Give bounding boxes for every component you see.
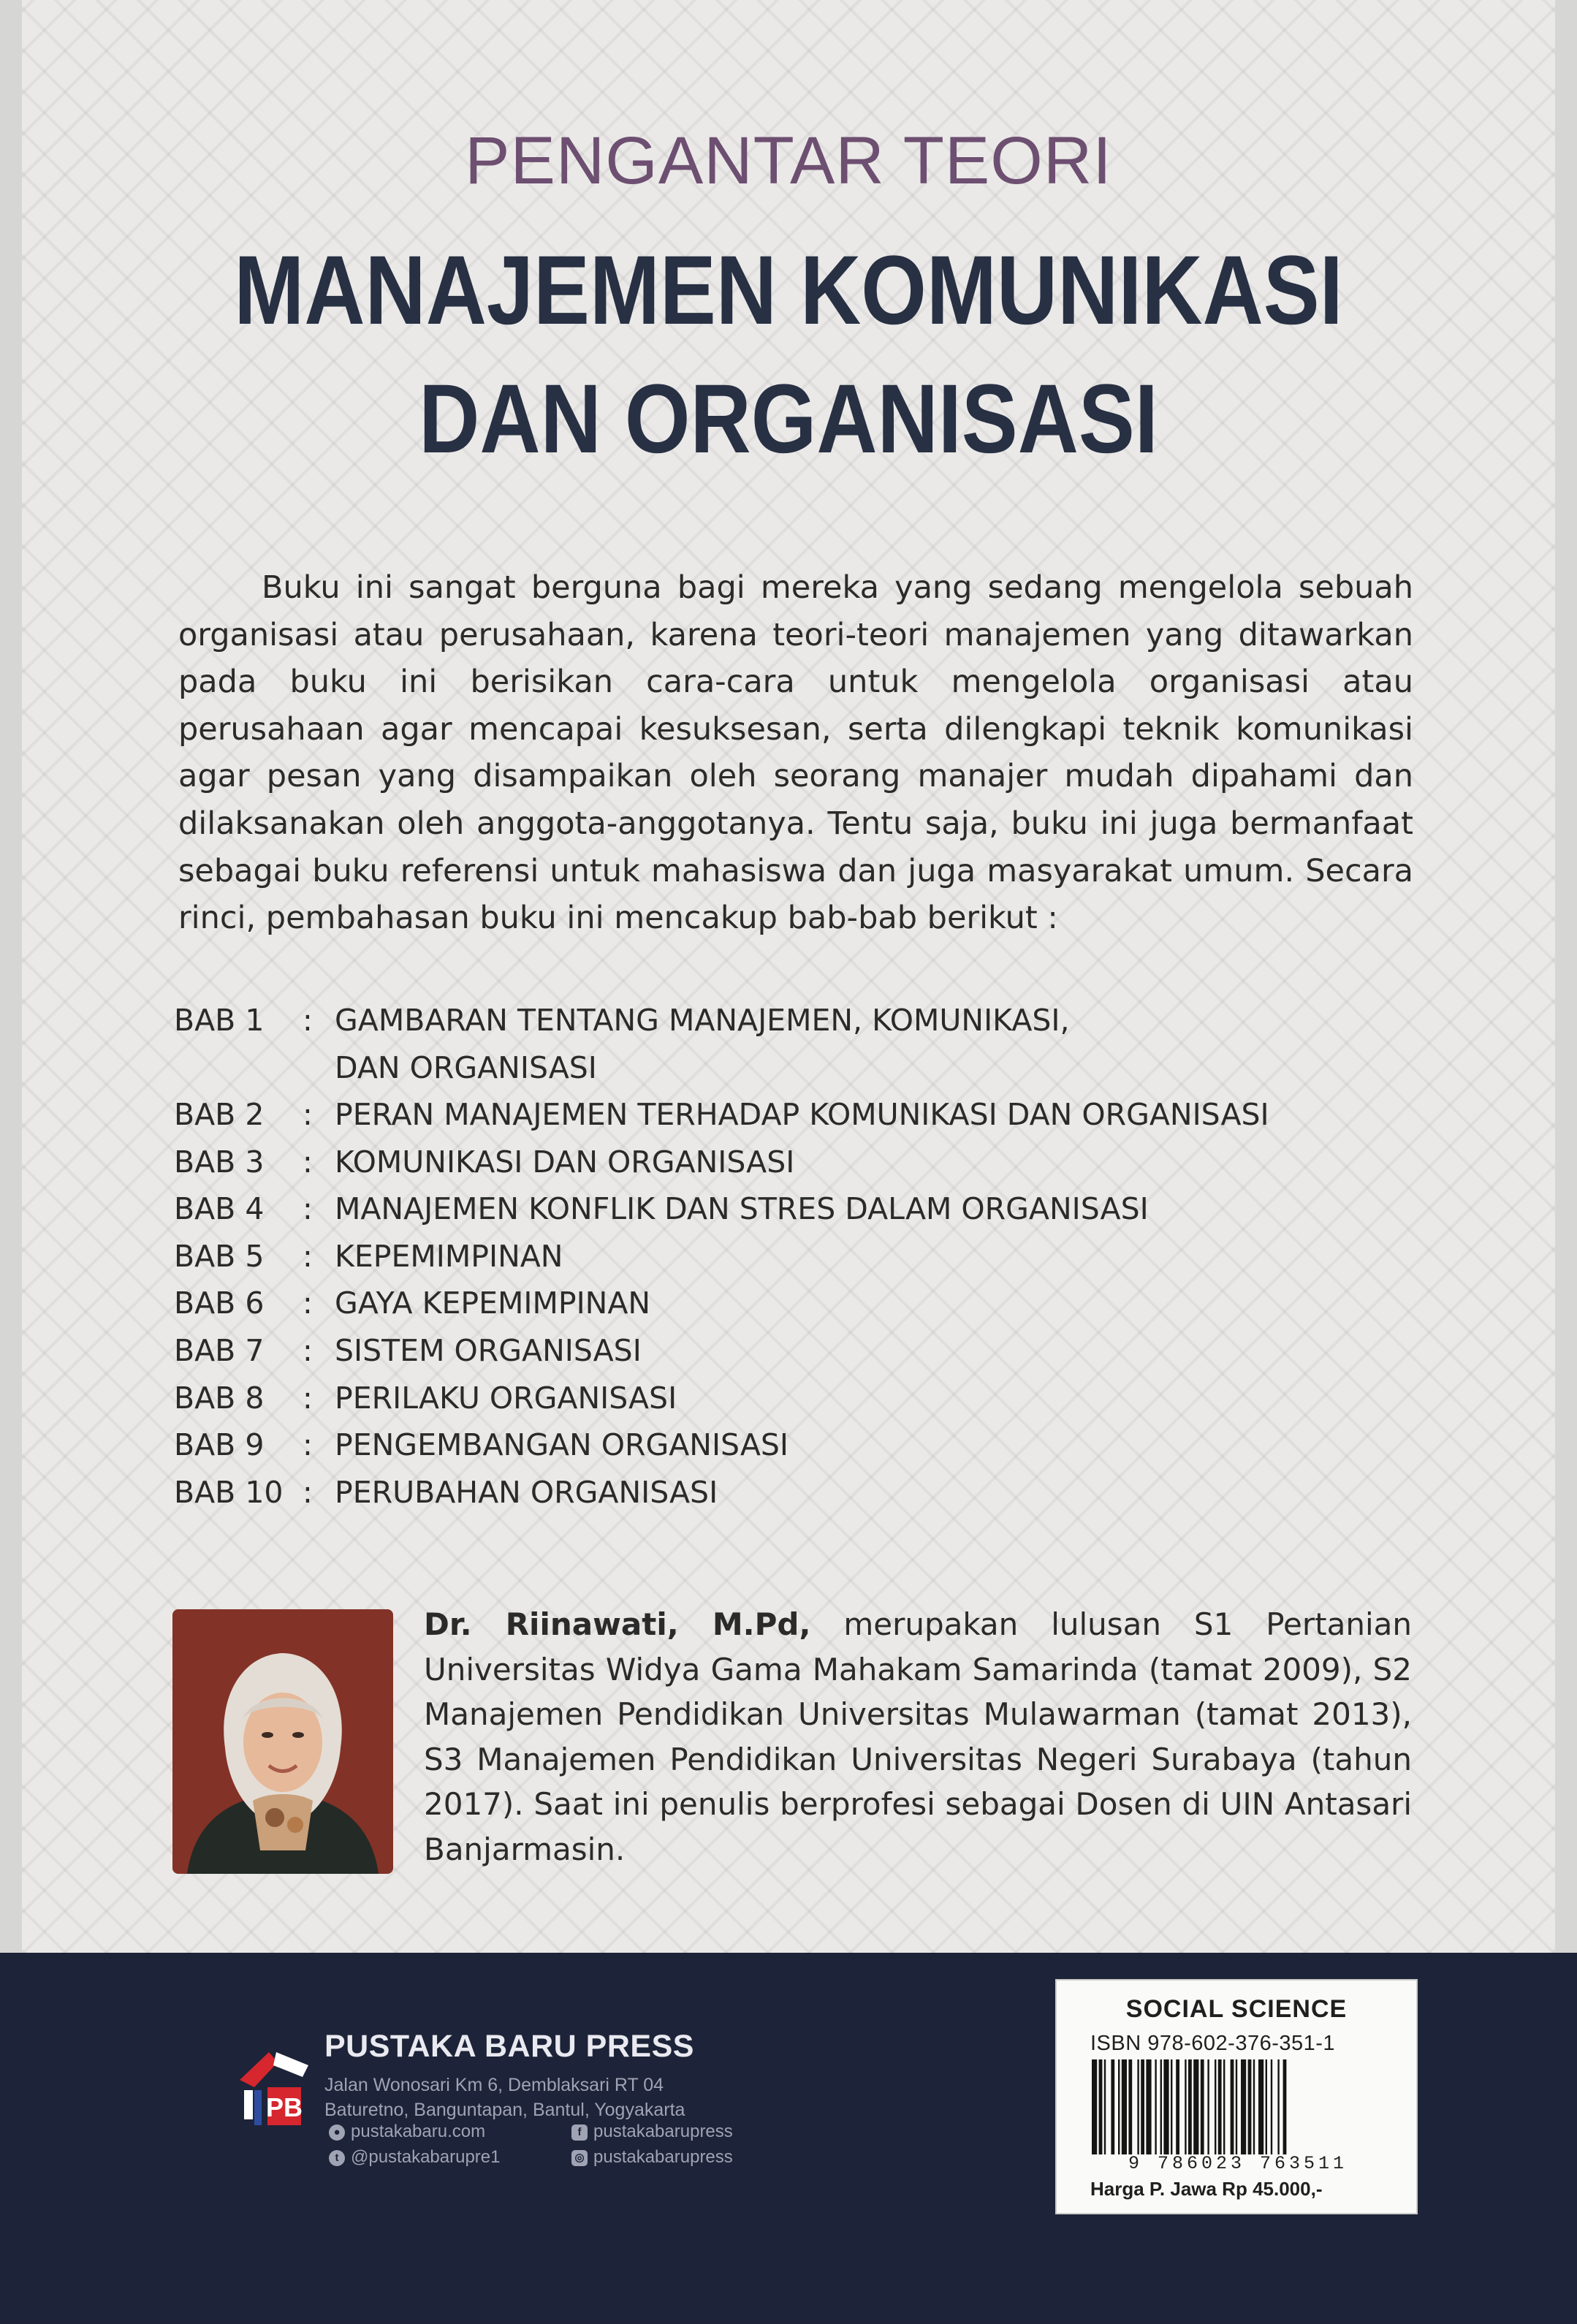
- chapter-title: MANAJEMEN KONFLIK DAN STRES DALAM ORGANISASI: [335, 1191, 1149, 1227]
- chapter-separator: :: [303, 1380, 313, 1416]
- chapter-list: [174, 997, 1460, 1516]
- barcode-bar: [1258, 2059, 1264, 2154]
- chapter-title-line-2: DAN ORGANISASI: [335, 1049, 597, 1085]
- publisher-name: PUSTAKA BARU PRESS: [324, 2029, 694, 2064]
- chapter-title: SISTEM ORGANISASI: [335, 1332, 642, 1368]
- book-subtitle: PENGANTAR TEORI: [465, 124, 1112, 198]
- barcode-bar: [1171, 2059, 1172, 2154]
- chapter-title: KOMUNIKASI DAN ORGANISASI: [335, 1144, 795, 1180]
- chapter-number: BAB 1: [174, 1003, 265, 1038]
- chapter-item: [174, 1233, 1460, 1280]
- barcode-bar: [1185, 2059, 1186, 2154]
- barcode-bar: [1207, 2059, 1209, 2154]
- barcode-digits: 9 786023 763511: [1128, 2153, 1348, 2174]
- chapter-item: [174, 997, 1460, 1091]
- barcode-bar: [1111, 2059, 1114, 2154]
- publisher-address-line-2: Baturetno, Banguntapan, Bantul, Yogyakarta: [324, 2100, 685, 2120]
- chapter-title: PERAN MANAJEMEN TERHADAP KOMUNIKASI DAN ORGANISASI: [335, 1097, 1269, 1132]
- barcode-bar: [1118, 2059, 1120, 2154]
- book-title-line-2: DAN ORGANISASI: [419, 365, 1158, 474]
- barcode-bar: [1266, 2059, 1267, 2154]
- barcode-bar: [1277, 2059, 1279, 2154]
- chapter-title: PERUBAHAN ORGANISASI: [335, 1474, 718, 1510]
- facebook-icon: f: [571, 2124, 588, 2141]
- barcode-bar: [1253, 2059, 1255, 2154]
- chapter-title-line-1: GAMBARAN TENTANG MANAJEMEN, KOMUNIKASI,: [335, 1003, 1070, 1038]
- publisher-facebook: [571, 2122, 733, 2142]
- publisher-logo-text: PB: [265, 2092, 303, 2122]
- chapter-number: BAB 4: [174, 1191, 265, 1227]
- publisher-website: [329, 2122, 485, 2142]
- chapter-separator: :: [303, 1238, 313, 1274]
- facebook-text: pustakabarupress: [593, 2122, 733, 2141]
- chapter-title: PENGEMBANGAN ORGANISASI: [335, 1427, 789, 1463]
- barcode-bar: [1160, 2059, 1162, 2154]
- chapter-item: [174, 1139, 1460, 1186]
- barcode-bar: [1241, 2059, 1246, 2154]
- chapter-item: [174, 1421, 1460, 1469]
- chapter-item: [174, 1327, 1460, 1375]
- chapter-item: [174, 1091, 1460, 1139]
- chapter-number: BAB 8: [174, 1380, 265, 1416]
- barcode-bar: [1141, 2059, 1144, 2154]
- twitter-text: @pustakabarupre1: [351, 2147, 501, 2167]
- chapter-number: BAB 5: [174, 1238, 265, 1274]
- book-description: Buku ini sangat berguna bagi mereka yang sedang mengelola sebuah organisasi atau perusahaan, karena teori-teori manajemen yang ditawarkan pada buku ini berisikan cara-cara untuk mengelola organisasi atau perusahaan agar mencapai kesuksesan, serta dilengkapi teknik komunikasi agar pesan yang disampaikan oleh seorang manajer mudah dipahami dan dilaksanakan oleh anggota-anggotanya. Tentu saja, buku ini juga bermanfaat sebagai buku referensi untuk mahasiswa dan juga masyarakat umum. Secara rinci, pembahasan buku ini mencakup bab-bab berikut :: [178, 569, 1413, 937]
- barcode-bar: [1271, 2059, 1272, 2154]
- chapter-number: BAB 9: [174, 1427, 265, 1463]
- chapter-title: GAYA KEPEMIMPINAN: [335, 1286, 651, 1321]
- barcode-bar: [1128, 2059, 1132, 2154]
- barcode-bar: [1218, 2059, 1222, 2154]
- author-name: Dr. Riinawati, M.Pd,: [424, 1606, 811, 1642]
- barcode-bar: [1092, 2059, 1097, 2154]
- instagram-text: pustakabarupress: [593, 2147, 733, 2167]
- barcode-bar: [1155, 2059, 1156, 2154]
- barcode-bar: [1215, 2059, 1216, 2154]
- barcode: [1090, 2059, 1383, 2154]
- chapter-separator: :: [303, 1427, 313, 1463]
- website-text: pustakabaru.com: [351, 2122, 486, 2141]
- author-bio-text: merupakan lulusan S1 Pertanian Universitas Widya Gama Mahakam Samarinda (tamat 2009), S2 Manajemen Pendidikan Universitas Mulawarman (tamat 2013), S3 Manajemen Pendidikan Universitas Negeri Surabaya (tahun 2017). Saat ini penulis berprofesi sebagai Dosen di UIN Antasari Banjarmasin.: [424, 1606, 1412, 1867]
- chapter-number: BAB 7: [174, 1332, 265, 1368]
- chapter-separator: :: [303, 1097, 313, 1132]
- chapter-item: [174, 1469, 1460, 1516]
- chapter-title: KEPEMIMPINAN: [335, 1238, 563, 1274]
- chapter-number: BAB 2: [174, 1097, 265, 1132]
- barcode-bar: [1104, 2059, 1106, 2154]
- book-price: Harga P. Jawa Rp 45.000,-: [1090, 2178, 1323, 2200]
- chapter-title: PERILAKU ORGANISASI: [335, 1380, 677, 1416]
- book-title-line-1: MANAJEMEN KOMUNIKASI: [234, 236, 1343, 345]
- barcode-bar: [1231, 2059, 1234, 2154]
- barcode-bar: [1122, 2059, 1127, 2154]
- chapter-item: [174, 1185, 1460, 1233]
- publisher-address: [324, 2073, 685, 2122]
- barcode-bar: [1146, 2059, 1151, 2154]
- publisher-logo: [235, 2046, 313, 2131]
- book-title: [110, 227, 1467, 484]
- barcode-bar: [1193, 2059, 1198, 2154]
- barcode-bar: [1283, 2059, 1287, 2154]
- chapter-separator: :: [303, 1286, 313, 1321]
- isbn-number: ISBN 978-602-376-351-1: [1090, 2032, 1336, 2055]
- barcode-bar: [1176, 2059, 1179, 2154]
- chapter-separator: :: [303, 1474, 313, 1510]
- chapter-number: BAB 3: [174, 1144, 265, 1180]
- chapter-separator: :: [303, 1332, 313, 1368]
- twitter-icon: t: [329, 2150, 345, 2166]
- barcode-bar: [1137, 2059, 1139, 2154]
- chapter-separator: :: [303, 1144, 313, 1180]
- author-bio: [424, 1602, 1412, 1872]
- isbn-label: [1055, 1979, 1418, 2214]
- chapter-separator: :: [303, 1003, 313, 1038]
- barcode-bar: [1248, 2059, 1252, 2154]
- publisher-twitter: [329, 2147, 501, 2168]
- chapter-number: BAB 6: [174, 1286, 265, 1321]
- barcode-bar: [1223, 2059, 1225, 2154]
- instagram-icon: ◎: [571, 2150, 588, 2166]
- barcode-bar: [1163, 2059, 1168, 2154]
- chapter-separator: :: [303, 1191, 313, 1227]
- globe-icon: ●: [329, 2124, 345, 2141]
- barcode-bar: [1201, 2059, 1204, 2154]
- chapter-number: BAB 10: [174, 1474, 284, 1510]
- barcode-bar: [1236, 2059, 1237, 2154]
- chapter-item: [174, 1280, 1460, 1327]
- publisher-instagram: [571, 2147, 733, 2168]
- book-category: SOCIAL SCIENCE: [1125, 1995, 1348, 2023]
- chapter-item: [174, 1375, 1460, 1422]
- author-photo: [172, 1609, 393, 1874]
- chapter-title: [335, 997, 1070, 1091]
- barcode-bar: [1099, 2059, 1103, 2154]
- barcode-bar: [1188, 2059, 1192, 2154]
- publisher-address-line-1: Jalan Wonosari Km 6, Demblaksari RT 04: [324, 2075, 664, 2095]
